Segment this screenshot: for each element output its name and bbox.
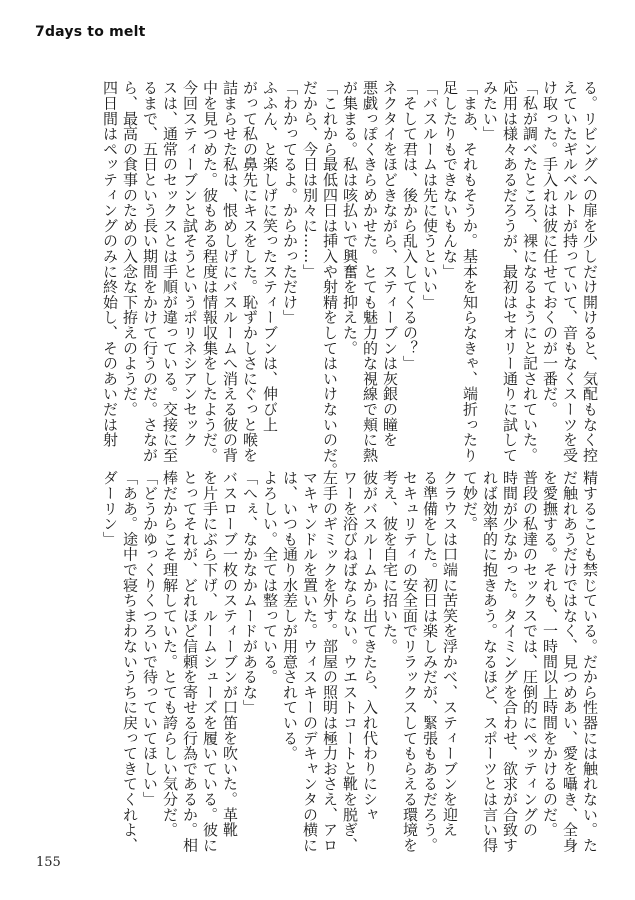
- text-line: とってそれが、どれほど信頼を寄せる行為であるか。相: [181, 470, 199, 853]
- text-line: 中を見つめた。彼もある程度は情報収集をしたようだ。: [201, 80, 219, 463]
- text-line: だから、今日は別々に……」: [301, 80, 319, 279]
- page-number: 155: [36, 855, 61, 870]
- text-line: を片手にぶら下げ、ルームシューズを履いている。彼に: [201, 470, 219, 853]
- text-line: 彼がバスルームから出てきたら、入れ代わりにシャ: [361, 470, 379, 822]
- text-line: 悪戯っぽくきらめかせた。とても魅力的な視線で頬に熱: [361, 80, 379, 463]
- text-block-lower: [70, 470, 600, 853]
- text-line: セキュリティの安全面でリラックスしてもらえる環境を: [401, 470, 419, 853]
- text-line: け取った。手入れは彼に任せておくのが一番だ。: [541, 80, 559, 417]
- text-line: 「私が調べたところ、裸になるようにと記されていた。: [521, 80, 539, 463]
- text-line: 「そして君は、後から乱入してくるの？」: [401, 80, 419, 371]
- text-line: て妙だ。: [461, 470, 479, 532]
- text-block-upper: [40, 80, 600, 478]
- text-line: 「バスルームは先に使うといい」: [421, 80, 439, 310]
- text-line: みたい」: [481, 80, 499, 142]
- text-line: るまで、五日という長い期間をかけて行うのだ。さなが: [141, 80, 159, 463]
- text-line: る。リビングへの扉を少しだけ開けると、気配もなく控: [581, 80, 599, 463]
- text-line: マキャンドルを置いた。ウィスキーのデキャンタの横に: [301, 470, 319, 853]
- text-line: バスローブ一枚のスティーブンが口笛を吹いた。革靴: [221, 470, 239, 838]
- text-line: 足したりもできないもんな」: [441, 80, 459, 279]
- text-line: ネクタイをほどきながら、スティーブンは灰銀の瞳を: [381, 80, 399, 448]
- text-line: ふふん、と楽しげに笑ったスティーブンは、伸び上: [261, 80, 279, 432]
- text-line: 「どうかゆっくりくつろいで待っていてほしい」: [141, 470, 159, 807]
- text-line: よろしい。全ては整っている。: [261, 470, 279, 685]
- text-line: 「まあ、それもそうか。基本を知らなきゃ、端折ったり: [461, 80, 479, 463]
- text-line: がって私の鼻先にキスをした。恥ずかしさにぐっと喉を: [241, 80, 259, 463]
- text-line: だ触れあうだけではなく、見つめあい、愛を囁き、全身: [561, 470, 579, 853]
- text-line: クラウスは口端に苦笑を浮かべ、スティーブンを迎え: [441, 470, 459, 838]
- text-line: が集まる。私は咳払いで興奮を抑えた。: [341, 80, 359, 356]
- text-line: 詰まらせた私は、恨めしげにバスルームへ消える彼の背: [221, 80, 239, 463]
- text-line: ワーを浴びねばならない。ウエストコートと靴を脱ぎ、: [341, 470, 359, 853]
- text-line: を愛撫する。それも、一時間以上時間をかけるのだ。: [541, 470, 559, 838]
- text-line: 「へぇ、なかなかムードがあるな」: [241, 470, 259, 715]
- running-header-title: 7days to melt: [35, 24, 146, 40]
- text-line: 考え、彼を自宅に招いた。: [381, 470, 399, 654]
- text-line: ら、最高の食事のための入念な下拵えのようだ。: [121, 80, 139, 417]
- text-line: ダーリン」: [101, 470, 119, 547]
- text-line: 「これから最低四日は挿入や射精をしてはいけないのだ。: [321, 80, 339, 478]
- text-line: 左手のギミックを外す。部屋の照明は極力おさえ、アロ: [321, 470, 339, 853]
- text-line: 「わかってるよ。からかっただけ」: [281, 80, 299, 325]
- text-line: 今回スティーブンと試そうというポリネシアンセック: [181, 80, 199, 448]
- text-line: 「ああ。途中で寝ちまわないうちに戻ってきてくれよ、: [121, 470, 139, 853]
- text-line: 棒だからこそ理解していた。とても誇らしい気分だ。: [161, 470, 179, 838]
- text-line: 応用は様々あるだろうが、最初はセオリー通りに試して: [501, 80, 519, 463]
- text-line: 四日間はペッティングのみに終始し、そのあいだは射: [101, 80, 119, 448]
- text-line: えていたギルベルトが持っていて、音もなくスーツを受: [561, 80, 579, 463]
- text-line: は、いつも通り水差しが用意されている。: [281, 470, 299, 761]
- text-line: れば効率的に抱きあう。なるほど、スポーツとは言い得: [481, 470, 499, 853]
- text-line: スは、通常のセックスとは手順が違っている。交接に至: [161, 80, 179, 463]
- text-line: 精することも禁じている。だから性器には触れない。た: [581, 470, 599, 853]
- text-line: る準備をした。初日は楽しみだが、緊張もあるだろう。: [421, 470, 439, 853]
- text-line: 時間が少なかった。タイミングを合わせ、欲求が合致す: [501, 470, 519, 853]
- text-line: 普段の私達のセックスでは、圧倒的にペッティングの: [521, 470, 539, 838]
